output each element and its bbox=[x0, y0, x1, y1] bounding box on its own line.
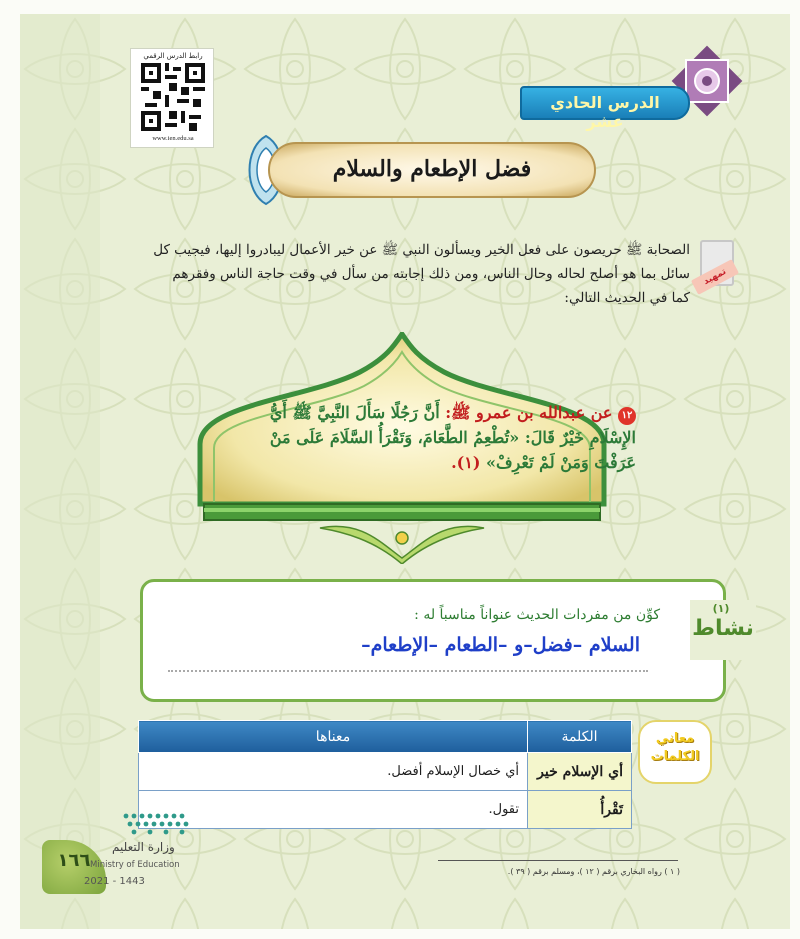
activity-question: كوِّن من مفردات الحديث عنواناً مناسباً له : bbox=[414, 607, 660, 623]
qr-code-icon[interactable] bbox=[141, 63, 205, 131]
footnote-divider bbox=[438, 860, 678, 861]
ministry-name-en: Ministry of Education bbox=[90, 860, 180, 870]
edition-year: 2021 - 1443 bbox=[84, 876, 145, 887]
vocab-table bbox=[138, 720, 632, 829]
hadith-narrator: عن عبدالله بن عمرو ﷺ: bbox=[445, 403, 613, 422]
intro-paragraph: الصحابة ﷺ حريصون على فعل الخير ويسألون النبي ﷺ عن خير الأعمال ليبادروا إليها، فيجيب كل سائل بما هو أصلح لحاله وحال الناس، ومن ذلك إجابته من سأل في وقت حاجة الناس وفقرهم كما في الحديث التالي: bbox=[153, 242, 690, 306]
qr-card[interactable] bbox=[130, 48, 214, 148]
answer-line bbox=[168, 670, 648, 672]
table-header-row bbox=[139, 721, 632, 753]
row-meaning: تقول. bbox=[139, 791, 528, 829]
hadith-number: ١٢ bbox=[618, 407, 636, 425]
page-number: ١٦٦ bbox=[57, 850, 91, 871]
page bbox=[20, 14, 790, 929]
activity-number: (١) bbox=[712, 602, 730, 615]
qr-url[interactable]: www.ien.edu.sa bbox=[152, 135, 194, 142]
activity-label: نشاط bbox=[692, 616, 754, 641]
row-word: أي الإسلام خير bbox=[528, 753, 632, 791]
lesson-number-label: الدرس الحادي عشر bbox=[550, 93, 660, 131]
intro-tag: تمهيد bbox=[691, 259, 739, 295]
table-row bbox=[139, 791, 632, 829]
meanings-badge-text bbox=[638, 730, 712, 766]
hadith-text bbox=[250, 400, 636, 475]
footnote: ( ١ ) رواه البخاري برقم ( ١٢ )، ومسلم برقم ( ٣٩ ). bbox=[507, 867, 680, 876]
table-row bbox=[139, 753, 632, 791]
qr-title: رابط الدرس الرقمي bbox=[143, 52, 203, 60]
row-meaning: أي خصال الإسلام أفضل. bbox=[139, 753, 528, 791]
lesson-title: فضل الإطعام والسلام bbox=[332, 156, 532, 182]
meanings-badge-line-1: معاني bbox=[655, 731, 695, 746]
hadith-line-a: أَنَّ رَجُلًا سَأَلَ النَّبِيَّ ﷺ أَيُّ الإِسْلَامِ خَيْرٌ قَالَ: bbox=[269, 403, 636, 447]
activity-answer[interactable]: السلام –فضل–و –الطعام –الإطعام– bbox=[361, 634, 640, 656]
row-word: تَقْرأُ bbox=[528, 791, 632, 829]
hadith-line-b: «تُطْعِمُ الطَّعَامَ، وَتَقْرَأُ السَّلَامَ عَلَى مَنْ عَرَفْتَ وَمَنْ لَمْ تَعْرِفْ» bbox=[269, 428, 636, 472]
header-word: الكلمة bbox=[528, 721, 632, 753]
meanings-badge-line-2: الكلمات bbox=[650, 749, 700, 764]
hadith-reference: (١). bbox=[451, 453, 481, 472]
header-meaning: معناها bbox=[139, 721, 528, 753]
ministry-name-ar: وزارة التعليم bbox=[112, 840, 175, 854]
ministry-logo-icon bbox=[120, 810, 200, 838]
